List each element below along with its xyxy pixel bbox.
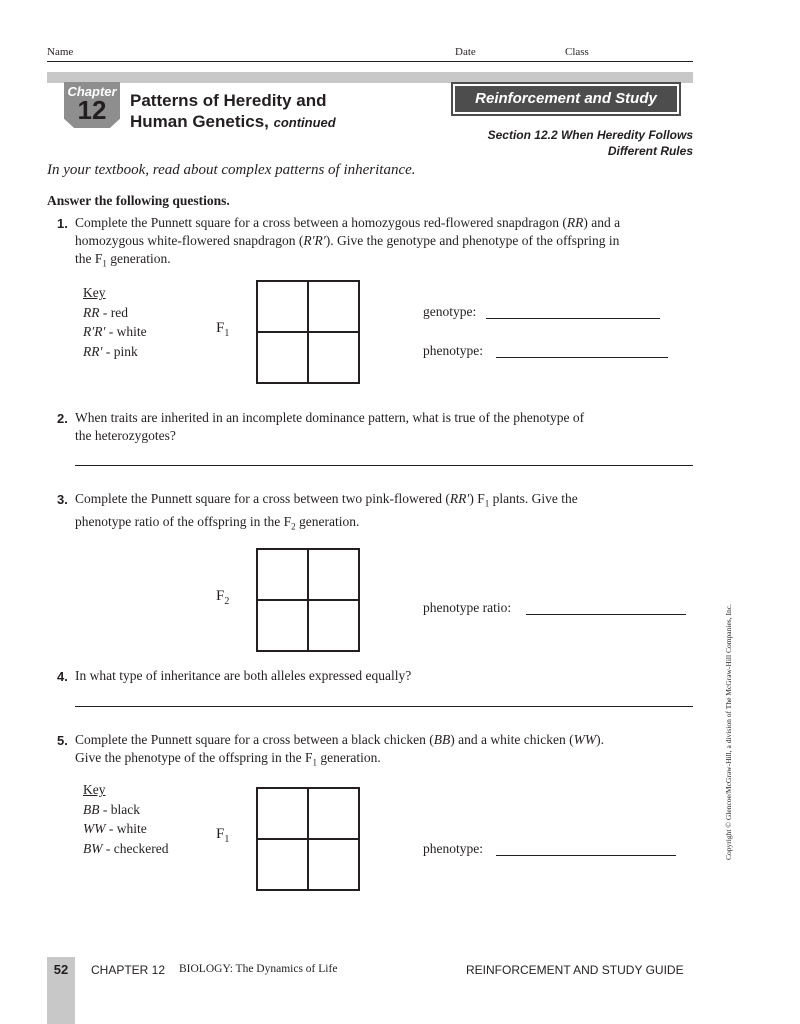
date-label: Date: [455, 46, 476, 58]
class-label: Class: [565, 46, 589, 58]
name-label: Name: [47, 46, 74, 58]
section-label: [488, 127, 693, 159]
key-item: BW - checkered: [83, 840, 169, 856]
q1-phenotype-label: phenotype:: [423, 343, 483, 358]
q5-generation-label: $F_1$: [216, 826, 230, 845]
q2-text: When traits are inherited in an incomplete dominance pattern, what is true of the phenotype of the heterozygotes?: [75, 410, 585, 443]
key-item: WW - white: [83, 821, 147, 836]
q3-generation-label: $F_2$: [216, 588, 230, 607]
q2-number: 2.: [57, 411, 68, 426]
q3-ratio-blank[interactable]: [526, 614, 686, 615]
q1-punnett-square: [256, 280, 360, 384]
q1-generation-label: $F_1$: [216, 320, 230, 339]
footer-guide-label: REINFORCEMENT AND STUDY GUIDE: [466, 963, 684, 977]
q3-text: Complete the Punnett square for a cross between two pink-flowered (RR′) $F_1$ plants. Give the phenotype ratio of the offspring in the $F_2$ generation.: [75, 491, 578, 532]
key-item: RR - red: [83, 304, 128, 320]
copyright-notice: Copyright © Glencoe/McGraw-Hill, a division of The McGraw-Hill Companies, Inc.: [724, 604, 733, 860]
q5-phenotype-blank[interactable]: [496, 855, 676, 856]
guide-badge: Reinforcement and Study Guide: [453, 84, 679, 114]
key-item: RR′ - pink: [83, 343, 138, 359]
key-title: Key: [83, 285, 106, 300]
title-line-1: Patterns of Heredity and: [130, 91, 327, 110]
title-continued: continued: [273, 115, 336, 130]
key-title: Key: [83, 782, 106, 797]
q5-phenotype-label: phenotype:: [423, 841, 483, 856]
page-title: [130, 90, 336, 133]
section-line-2: Different Rules: [607, 144, 693, 158]
section-line-1: Section 12.2 When Heredity Follows: [487, 128, 693, 142]
page-number: 52: [53, 962, 69, 977]
q1-text: Complete the Punnett square for a cross between a homozygous red-flowered snapdragon (RR) and a homozygous white-flowered snapdragon (R′R′). Give the genotype and phenotype of the offspring in the $F_1$ generation.: [75, 215, 621, 269]
title-line-2: Human Genetics, continued: [130, 112, 336, 131]
q5-key: [83, 780, 168, 858]
q1-genotype-label: genotype:: [423, 304, 477, 319]
q1-genotype-blank[interactable]: [486, 318, 660, 319]
q5-number: 5.: [57, 733, 68, 748]
header-band: [47, 72, 693, 83]
intro-text: In your textbook, read about complex patterns of inheritance.: [47, 162, 416, 178]
q1-phenotype-blank[interactable]: [496, 357, 668, 358]
chapter-number: 12: [77, 95, 107, 125]
q4-text: In what type of inheritance are both alleles expressed equally?: [75, 668, 412, 683]
header-rule: [47, 61, 693, 62]
q3-punnett-square: [256, 548, 360, 652]
chapter-word: Chapter: [67, 84, 117, 99]
q3-ratio-label: phenotype ratio:: [423, 600, 512, 615]
q5-punnett-square: [256, 787, 360, 891]
footer-chapter: CHAPTER 12: [91, 963, 166, 977]
q1-number: 1.: [57, 216, 68, 231]
q1-key: [83, 283, 147, 361]
footer-book-title: BIOLOGY: The Dynamics of Life: [179, 963, 338, 975]
q4-number: 4.: [57, 669, 68, 684]
key-item: BB - black: [83, 801, 140, 817]
q4-answer-line[interactable]: [75, 706, 693, 707]
answer-heading: Answer the following questions.: [47, 193, 230, 208]
key-item: R′R′ - white: [83, 324, 147, 339]
q3-number: 3.: [57, 492, 68, 507]
q5-text: Complete the Punnett square for a cross between a black chicken (BB) and a white chicken (WW). Give the phenotype of the offspring in the $F_1$ generation.: [75, 732, 604, 768]
q2-answer-line[interactable]: [75, 465, 693, 466]
